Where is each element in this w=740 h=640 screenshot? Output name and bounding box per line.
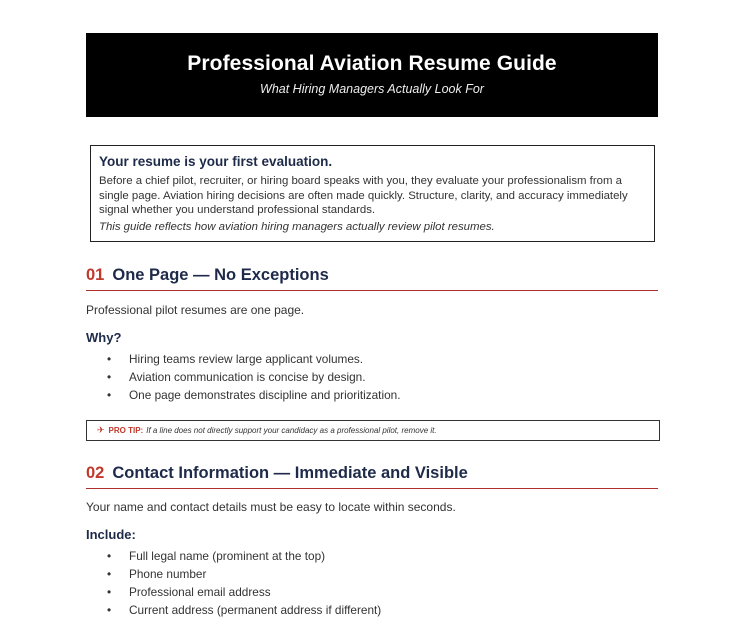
pro-tip-text: If a line does not directly support your candidacy as a professional pilot, remove it. xyxy=(146,426,437,435)
section-subhead: Why? xyxy=(86,330,122,345)
pro-tip-box xyxy=(86,420,660,441)
guide-banner xyxy=(86,33,658,117)
section-number: 02 xyxy=(86,464,105,482)
section-title: Contact Information — Immediate and Visible xyxy=(112,464,468,482)
bullet-list xyxy=(107,350,400,404)
guide-title: Professional Aviation Resume Guide xyxy=(187,52,557,75)
intro-lead: Your resume is your first evaluation. xyxy=(99,154,333,169)
intro-callout xyxy=(90,145,655,242)
section-number: 01 xyxy=(86,266,105,284)
section-title: One Page — No Exceptions xyxy=(112,266,329,284)
guide-subtitle: What Hiring Managers Actually Look For xyxy=(260,82,484,96)
section-paragraph: Your name and contact details must be easy to locate within seconds. xyxy=(86,500,456,514)
list-item: • Full legal name (prominent at the top) xyxy=(107,547,381,565)
section-paragraph: Professional pilot resumes are one page. xyxy=(86,303,305,317)
list-item: • Aviation communication is concise by design. xyxy=(107,368,400,386)
intro-body: Before a chief pilot, recruiter, or hiring board speaks with you, they evaluate your professionalism from a single page. Aviation hiring decisions are often made quickly. Structure, clarity, and accuracy immediately signal whether you understand professional standards. xyxy=(99,175,628,216)
section-heading-contact-info xyxy=(86,464,658,489)
list-item: • Professional email address xyxy=(107,583,381,601)
bullet-list xyxy=(107,547,381,619)
intro-note: This guide reflects how aviation hiring managers actually review pilot resumes. xyxy=(99,220,495,233)
list-item: • One page demonstrates discipline and prioritization. xyxy=(107,386,400,404)
list-item: • Current address (permanent address if different) xyxy=(107,601,381,619)
section-heading-one-page xyxy=(86,266,658,291)
list-item: • Hiring teams review large applicant volumes. xyxy=(107,350,400,368)
section-subhead: Include: xyxy=(86,527,136,542)
airplane-icon: ✈ xyxy=(97,425,105,435)
list-item: • Phone number xyxy=(107,565,381,583)
pro-tip-label: PRO TIP: xyxy=(108,426,144,435)
